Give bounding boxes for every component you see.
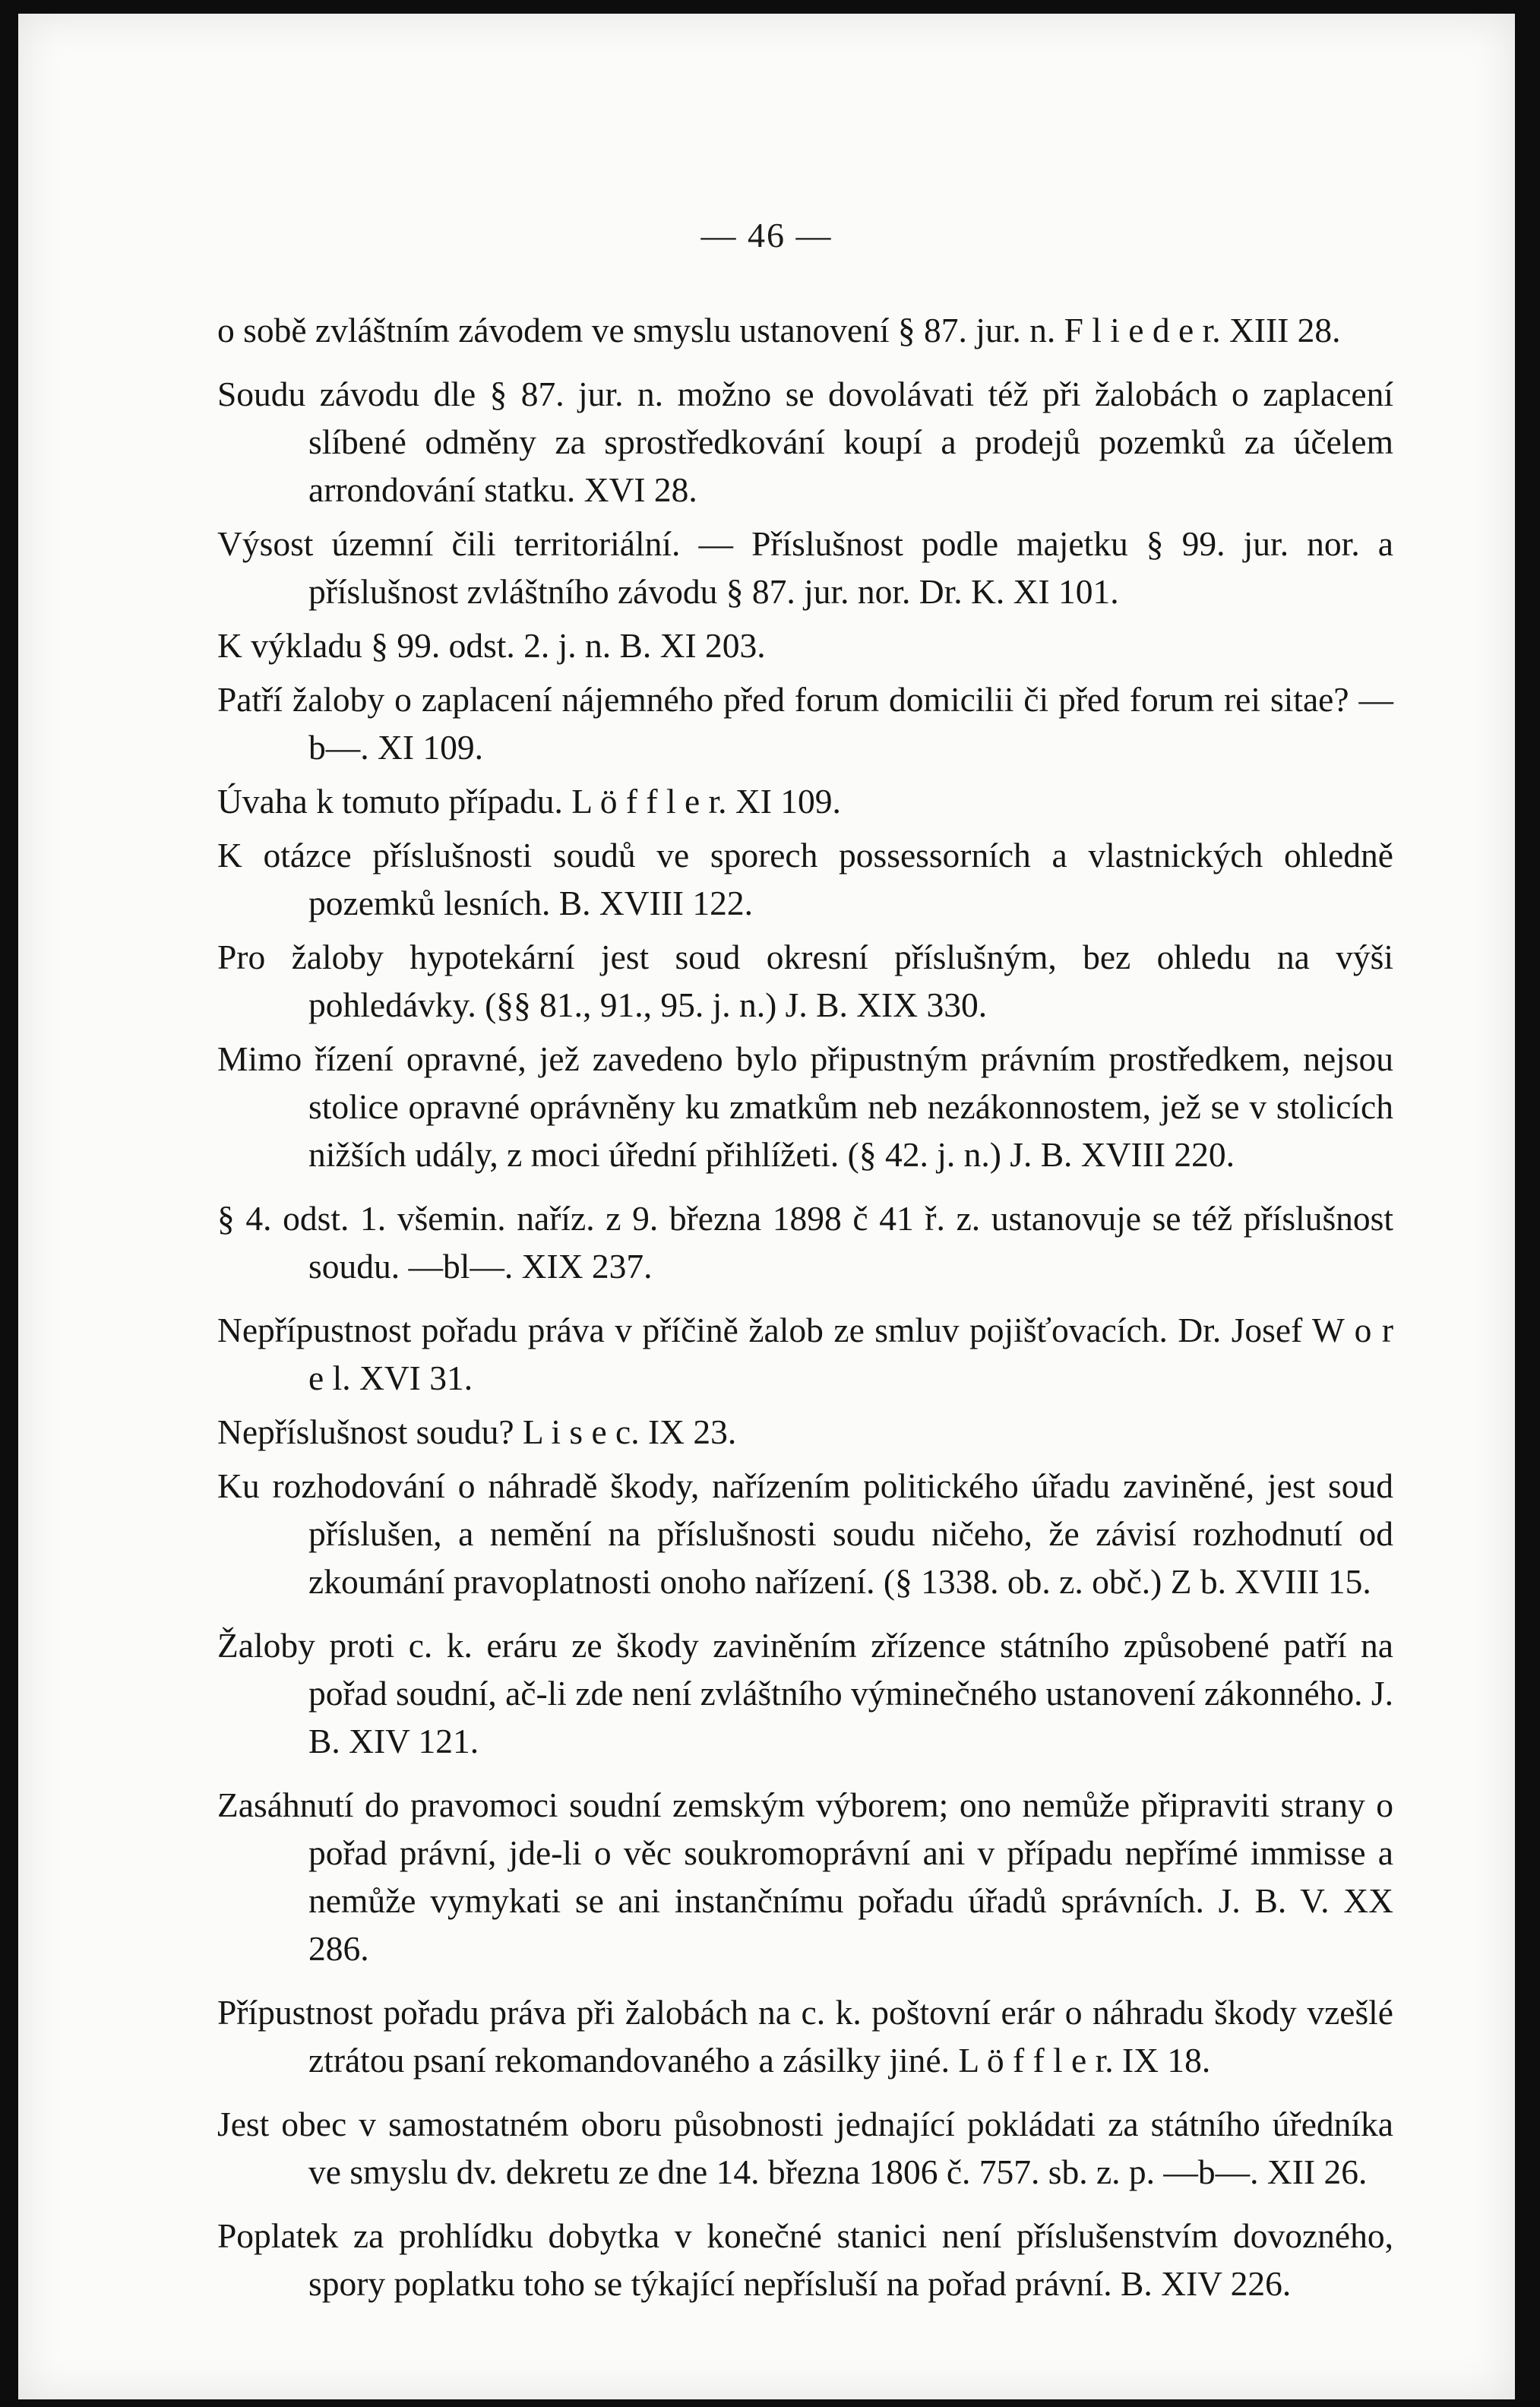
index-entry: o sobě zvláštním závodem ve smyslu ustanovení § 87. jur. n. F l i e d e r. XIII 28. [217, 311, 1341, 350]
index-entry: Mimo řízení opravné, jež zavedeno bylo připustným právním prostředkem, nejsou stolice opravné oprávněny ku zmatkům neb nezákonnostem, jež se v stolicích nižších udály, z moci úřední přihlížeti. (§ 42. j. n.) J. B. XVIII 220. [217, 1039, 1393, 1174]
index-entry: Zasáhnutí do pravomoci soudní zemským výborem; ono nemůže připraviti strany o pořad právní, jde-li o věc soukromoprávní ani v případu nepřímé immisse a nemůže vymykati se ani instančnímu pořadu úřadů správních. J. B. V. XX 286. [217, 1785, 1393, 1968]
index-entry: Patří žaloby o zaplacení nájemného před forum domicilii či před forum rei sitae? —b—. XI 109. [217, 680, 1393, 767]
index-entry: Soudu závodu dle § 87. jur. n. možno se dovolávati též při žalobách o zaplacení slíbené odměny za sprostředkování koupí a prodejů pozemků za účelem arrondování statku. XVI 28. [217, 375, 1393, 509]
index-entry: Nepříslušnost soudu? L i s e c. IX 23. [217, 1412, 737, 1451]
index-entry: Nepřípustnost pořadu práva v příčině žalob ze smluv pojišťovacích. Dr. Josef W o r e l. XVI 31. [217, 1311, 1393, 1397]
index-entry: Žaloby proti c. k. eráru ze škody zaviněním zřízence státního způsobené patří na pořad soudní, ač-li zde není zvláštního výminečného ustanovení zákonného. J. B. XIV 121. [217, 1626, 1393, 1760]
page-number: — 46 — [700, 216, 833, 255]
index-entry: Přípustnost pořadu práva při žalobách na c. k. poštovní erár o náhradu škody vzešlé ztrátou psaní rekomandovaného a zásilky jiné. L ö f f l e r. IX 18. [217, 1993, 1393, 2080]
index-entry: Poplatek za prohlídku dobytka v konečné stanici není příslušenstvím dovozného, spory poplatku toho se týkající nepřísluší na pořad právní. B. XIV 226. [217, 2216, 1393, 2303]
index-entry: K výkladu § 99. odst. 2. j. n. B. XI 203. [217, 626, 766, 665]
index-entry: Úvaha k tomuto případu. L ö f f l e r. XI 109. [217, 782, 841, 821]
index-entry: Pro žaloby hypotekární jest soud okresní příslušným, bez ohledu na výši pohledávky. (§§ 81., 91., 95. j. n.) J. B. XIX 330. [217, 938, 1393, 1024]
book-page [18, 14, 1515, 2399]
index-entry: Ku rozhodování o náhradě škody, nařízením politického úřadu zaviněné, jest soud příslušen, a nemění na příslušnosti soudu ničeho, že závisí rozhodnutí od zkoumání pravoplatnosti onoho nařízení. (§ 1338. ob. z. obč.) Z b. XVIII 15. [217, 1466, 1393, 1601]
index-entry: K otázce příslušnosti soudů ve sporech possessorních a vlastnických ohledně pozemků lesních. B. XVIII 122. [217, 836, 1393, 922]
index-entries [217, 306, 1393, 2323]
index-entry: § 4. odst. 1. všemin. naříz. z 9. března 1898 č 41 ř. z. ustanovuje se též příslušnost soudu. —bl—. XIX 237. [217, 1199, 1393, 1286]
index-entry: Výsost územní čili territoriální. — Příslušnost podle majetku § 99. jur. nor. a příslušnost zvláštního závodu § 87. jur. nor. Dr. K. XI 101. [217, 524, 1393, 611]
index-entry: Jest obec v samostatném oboru působnosti jednající pokládati za státního úředníka ve smyslu dv. dekretu ze dne 14. března 1806 č. 757. sb. z. p. —b—. XII 26. [217, 2105, 1393, 2191]
